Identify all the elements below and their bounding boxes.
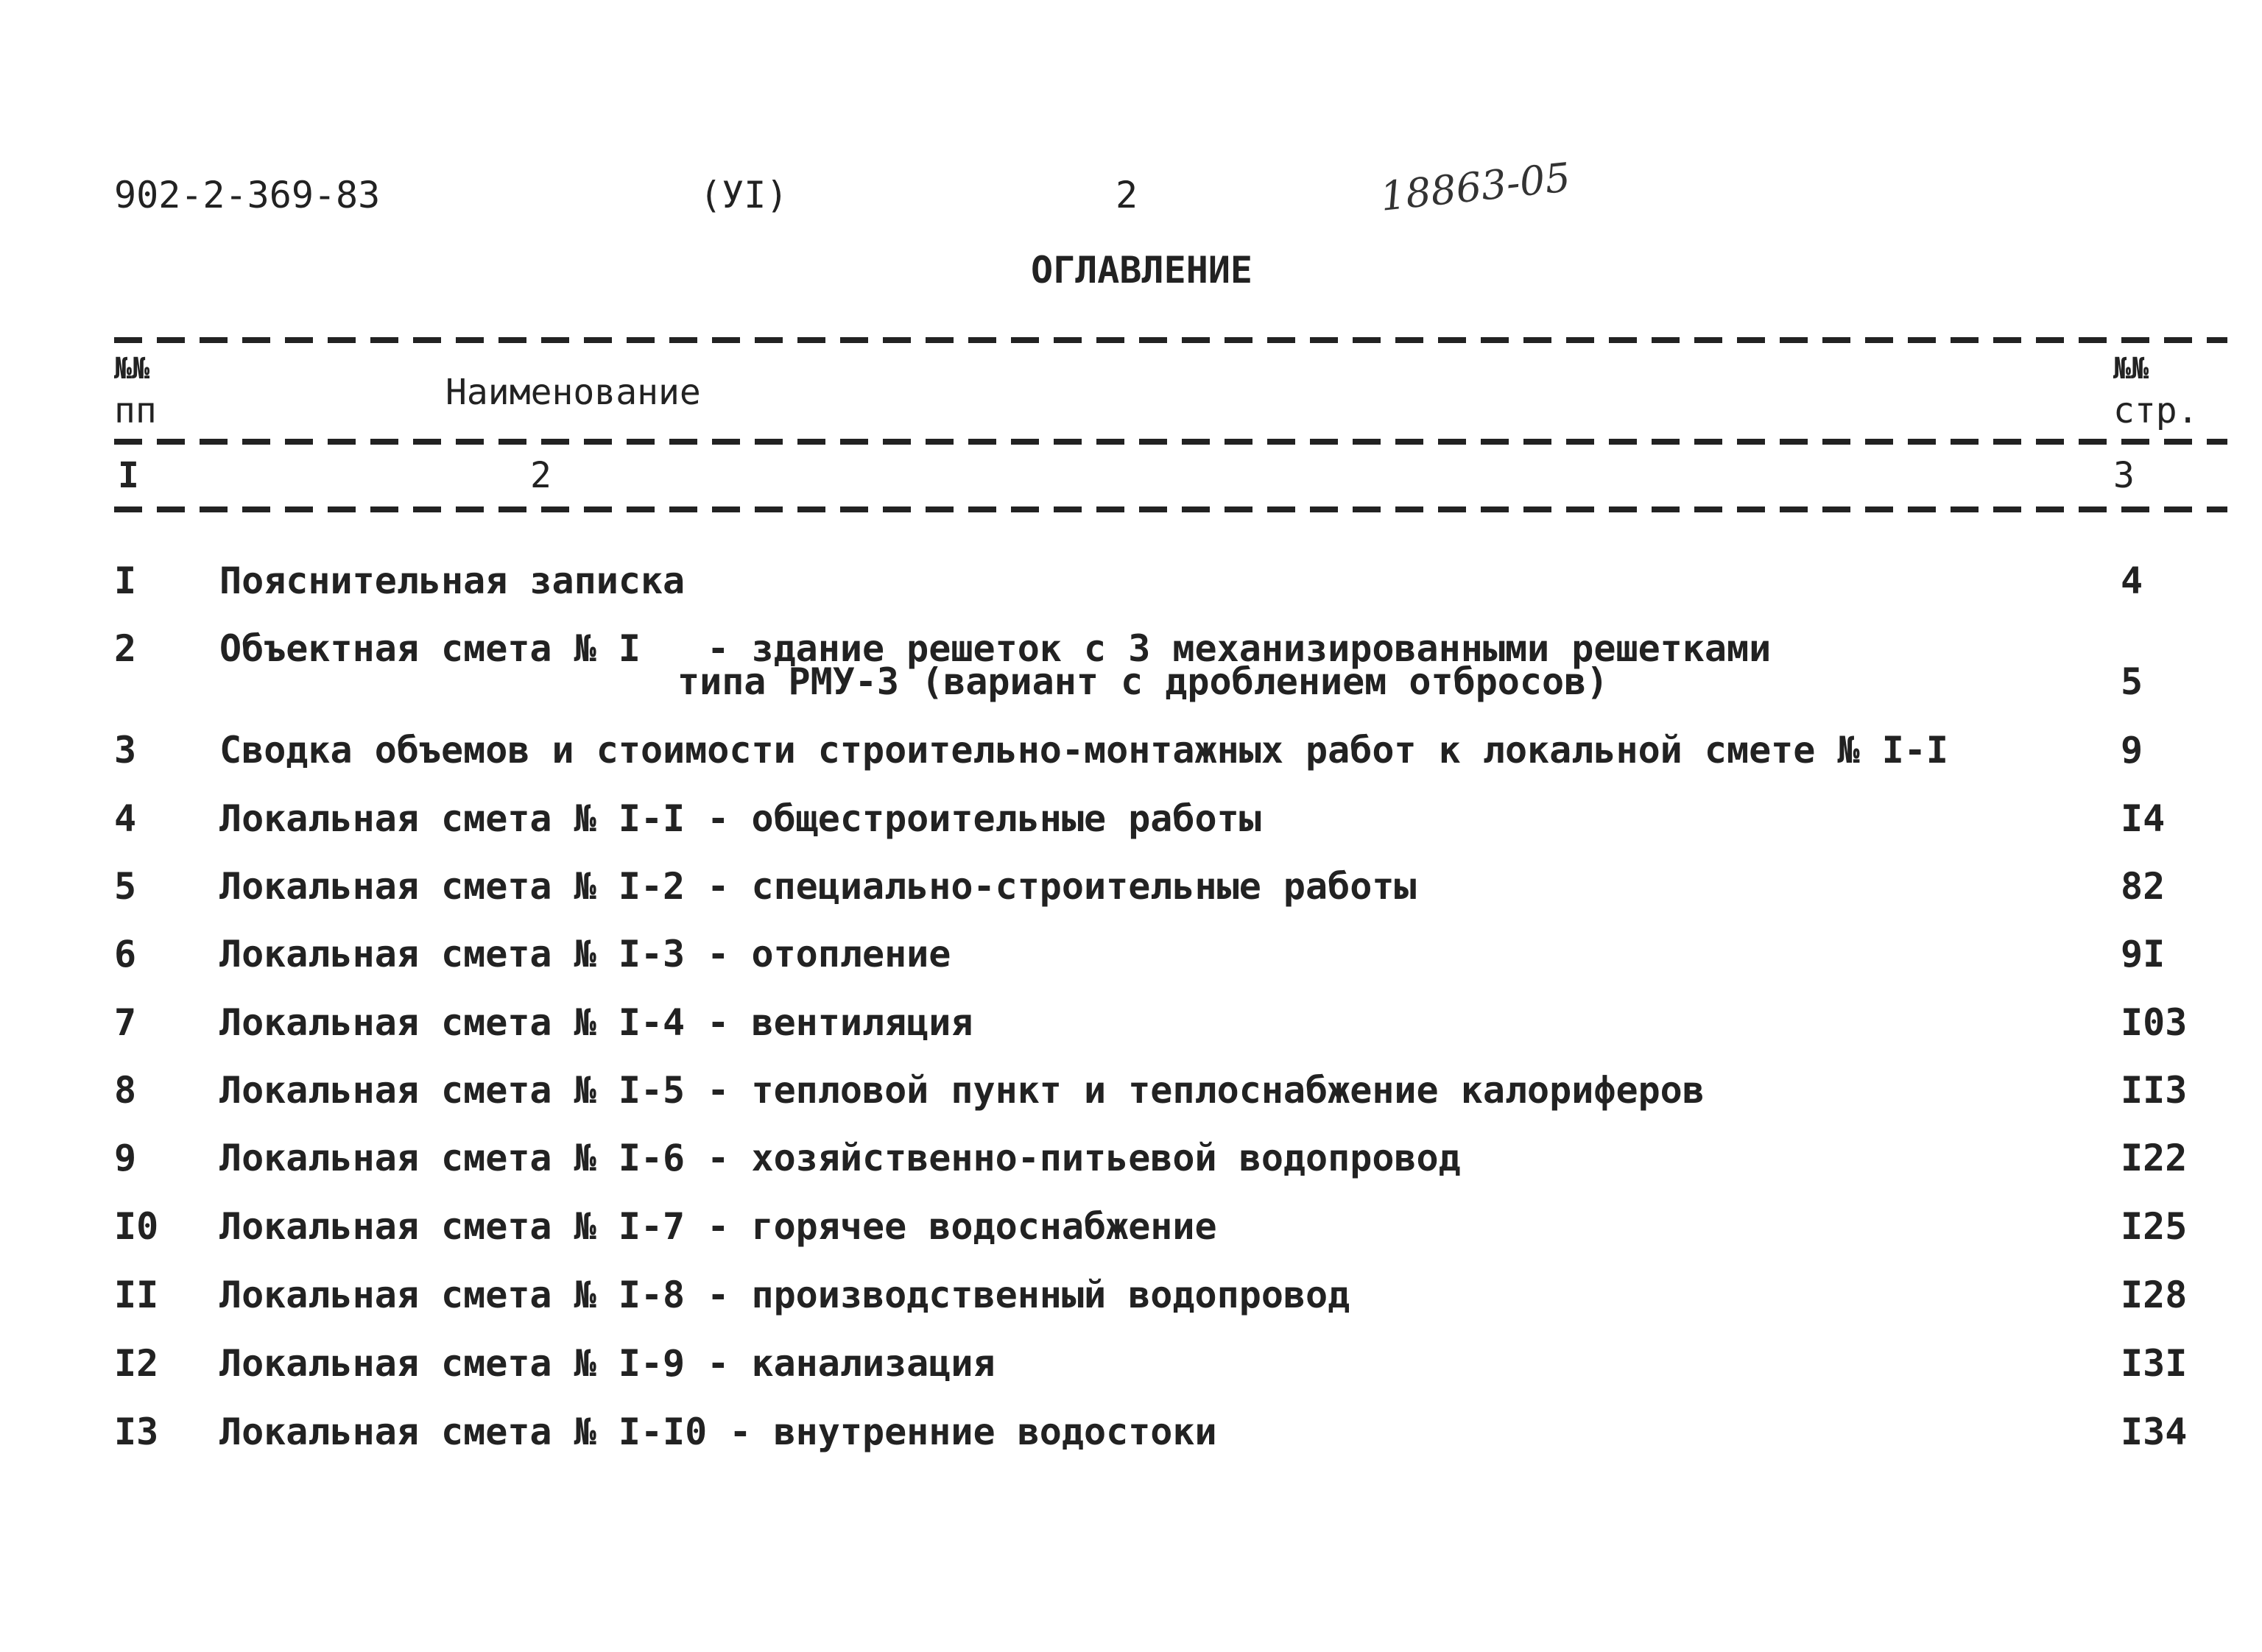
row-number: I0 — [114, 1205, 159, 1248]
row-title: Локальная смета № I-I - общестроительные работы — [219, 797, 1261, 840]
col-num-label-2: пп — [114, 390, 157, 431]
col-name-label: Наименование — [445, 372, 701, 413]
col-num-label-1: №№ — [114, 352, 150, 386]
row-number: 5 — [114, 865, 137, 908]
handwritten-number: 18863-05 — [1378, 154, 1573, 220]
col-index-1: I — [118, 455, 139, 496]
row-page: 5 — [2121, 660, 2143, 703]
row-page: 82 — [2121, 865, 2166, 908]
row-title: Локальная смета № I-8 - производственный водопровод — [219, 1274, 1350, 1316]
row-number: I2 — [114, 1342, 159, 1385]
row-title: Объектная смета № I - здание решеток с 3 механизированными решетками — [219, 627, 1772, 670]
dashed-rule-top — [114, 337, 2227, 343]
row-page: I4 — [2121, 797, 2166, 840]
row-number: 8 — [114, 1069, 137, 1112]
page-title: ОГЛАВЛЕНИЕ — [1031, 249, 1253, 292]
page-number: 2 — [1116, 174, 1138, 216]
row-number: 9 — [114, 1137, 137, 1179]
row-title: Локальная смета № I-7 - горячее водоснабжение — [219, 1205, 1217, 1248]
row-title: Пояснительная записка — [219, 560, 686, 602]
row-title: Локальная смета № I-2 - специально-строительные работы — [219, 865, 1417, 908]
row-page: II3 — [2121, 1069, 2188, 1112]
row-page: 9I — [2121, 933, 2166, 975]
row-title: Локальная смета № I-4 - вентиляция — [219, 1001, 973, 1044]
volume-label: (УI) — [700, 174, 789, 216]
row-number: II — [114, 1274, 159, 1316]
row-title: Локальная смета № I-5 - тепловой пункт и теплоснабжение калориферов — [219, 1069, 1705, 1112]
row-title-continuation: типа РМУ-3 (вариант с дроблением отбросов) — [677, 660, 1609, 703]
col-page-label-2: стр. — [2113, 390, 2199, 431]
dashed-rule-mid — [114, 439, 2227, 445]
row-title: Локальная смета № I-I0 - внутренние водостоки — [219, 1411, 1217, 1453]
col-page-label-1: №№ — [2113, 352, 2149, 386]
row-number: I — [114, 560, 137, 602]
row-page: 9 — [2121, 729, 2143, 772]
row-title: Локальная смета № I-3 - отопление — [219, 933, 951, 975]
dashed-rule-bottom — [114, 506, 2227, 512]
row-page: I03 — [2121, 1001, 2188, 1044]
row-title: Локальная смета № I-9 - канализация — [219, 1342, 996, 1385]
row-number: I3 — [114, 1411, 159, 1453]
row-page: I28 — [2121, 1274, 2188, 1316]
row-page: I3I — [2121, 1342, 2188, 1385]
row-page: I25 — [2121, 1205, 2188, 1248]
row-title: Сводка объемов и стоимости строительно-монтажных работ к локальной смете № I-I — [219, 729, 1948, 772]
row-number: 3 — [114, 729, 137, 772]
row-number: 2 — [114, 627, 137, 670]
row-number: 7 — [114, 1001, 137, 1044]
row-page: I22 — [2121, 1137, 2188, 1179]
row-number: 4 — [114, 797, 137, 840]
row-number: 6 — [114, 933, 137, 975]
doc-code: 902-2-369-83 — [114, 174, 381, 216]
row-page: 4 — [2121, 560, 2143, 602]
row-page: I34 — [2121, 1411, 2188, 1453]
row-title: Локальная смета № I-6 - хозяйственно-питьевой водопровод — [219, 1137, 1461, 1179]
col-index-2: 2 — [530, 455, 552, 496]
col-index-3: 3 — [2113, 455, 2135, 496]
